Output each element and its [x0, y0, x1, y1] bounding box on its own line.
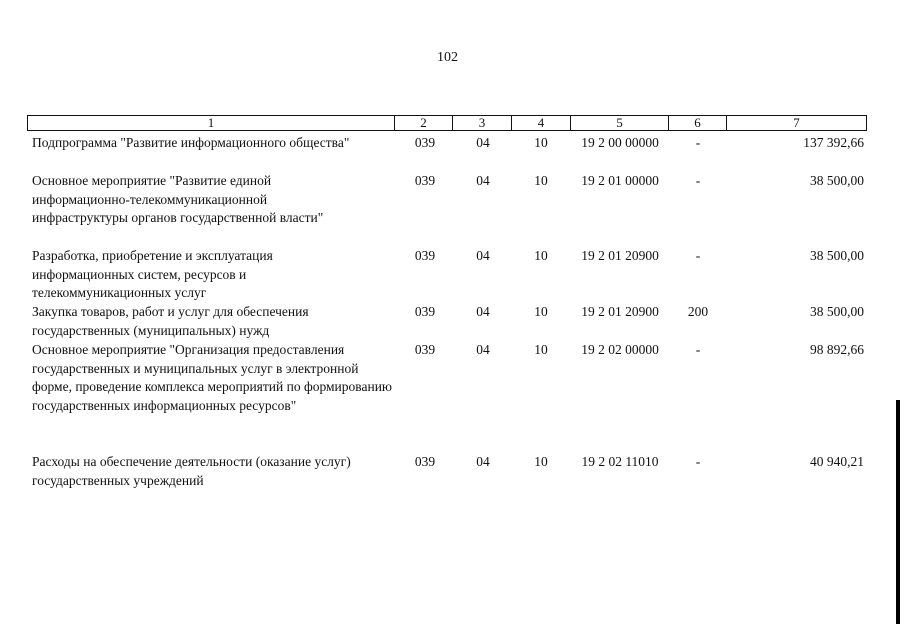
row-subsection: 10 — [534, 454, 548, 469]
row-admin-code: 039 — [414, 454, 436, 469]
row-amount: 38 500,00 — [810, 173, 864, 188]
row-section: 04 — [476, 304, 490, 319]
row-admin-code: 039 — [414, 342, 436, 357]
row-name: Подпрограмма "Развитие информационного общества" — [32, 135, 350, 150]
row-expense-type: - — [695, 248, 701, 263]
row-expense-type: 200 — [687, 304, 709, 319]
row-admin-code: 039 — [414, 248, 436, 263]
row-target-article: 19 2 02 11010 — [581, 454, 659, 469]
row-amount: 137 392,66 — [803, 135, 864, 150]
row-section: 04 — [476, 454, 490, 469]
scan-edge-line — [896, 400, 900, 624]
row-target-article: 19 2 00 00000 — [581, 135, 659, 150]
header-col-1: 1 — [28, 116, 395, 130]
row-subsection: 10 — [534, 304, 548, 319]
header-col-6: 6 — [669, 116, 727, 130]
table-header — [27, 115, 867, 131]
row-amount: 38 500,00 — [810, 248, 864, 263]
row-admin-code: 039 — [414, 304, 436, 319]
row-admin-code: 039 — [414, 173, 436, 188]
row-expense-type: - — [695, 173, 701, 188]
header-col-5: 5 — [571, 116, 669, 130]
header-col-7: 7 — [793, 115, 800, 130]
row-name: Основное мероприятие "Развитие единой информационно-телекоммуникационной инфраструктуры органов государственной власти" — [32, 173, 324, 225]
row-target-article: 19 2 01 20900 — [581, 248, 659, 263]
row-section: 04 — [476, 248, 490, 263]
page-number: 102 — [437, 50, 458, 65]
row-subsection: 10 — [534, 342, 548, 357]
header-col-4: 4 — [512, 116, 571, 130]
row-target-article: 19 2 02 00000 — [581, 342, 659, 357]
row-expense-type: - — [695, 454, 701, 469]
row-amount: 38 500,00 — [810, 304, 864, 319]
row-name: Разработка, приобретение и эксплуатация информационных систем, ресурсов и телекоммуникационных услуг — [32, 248, 273, 300]
row-name: Расходы на обеспечение деятельности (оказание услуг) государственных учреждений — [32, 454, 351, 488]
row-expense-type: - — [695, 342, 701, 357]
row-expense-type: - — [695, 135, 701, 150]
row-subsection: 10 — [534, 135, 548, 150]
row-amount: 40 940,21 — [810, 454, 864, 469]
row-name: Основное мероприятие "Организация предоставления государственных и муниципальных услуг в электронной форме, проведение комплекса мероприятий по формированию государственных информационных ресурсов" — [32, 342, 392, 413]
row-section: 04 — [476, 342, 490, 357]
row-target-article: 19 2 01 00000 — [581, 173, 659, 188]
row-section: 04 — [476, 135, 490, 150]
row-amount: 98 892,66 — [810, 342, 864, 357]
row-name: Закупка товаров, работ и услуг для обеспечения государственных (муниципальных) нужд — [32, 304, 309, 338]
row-target-article: 19 2 01 20900 — [581, 304, 659, 319]
row-subsection: 10 — [534, 248, 548, 263]
header-col-3: 3 — [453, 116, 512, 130]
row-admin-code: 039 — [414, 135, 436, 150]
row-section: 04 — [476, 173, 490, 188]
header-col-2: 2 — [395, 116, 453, 130]
row-subsection: 10 — [534, 173, 548, 188]
